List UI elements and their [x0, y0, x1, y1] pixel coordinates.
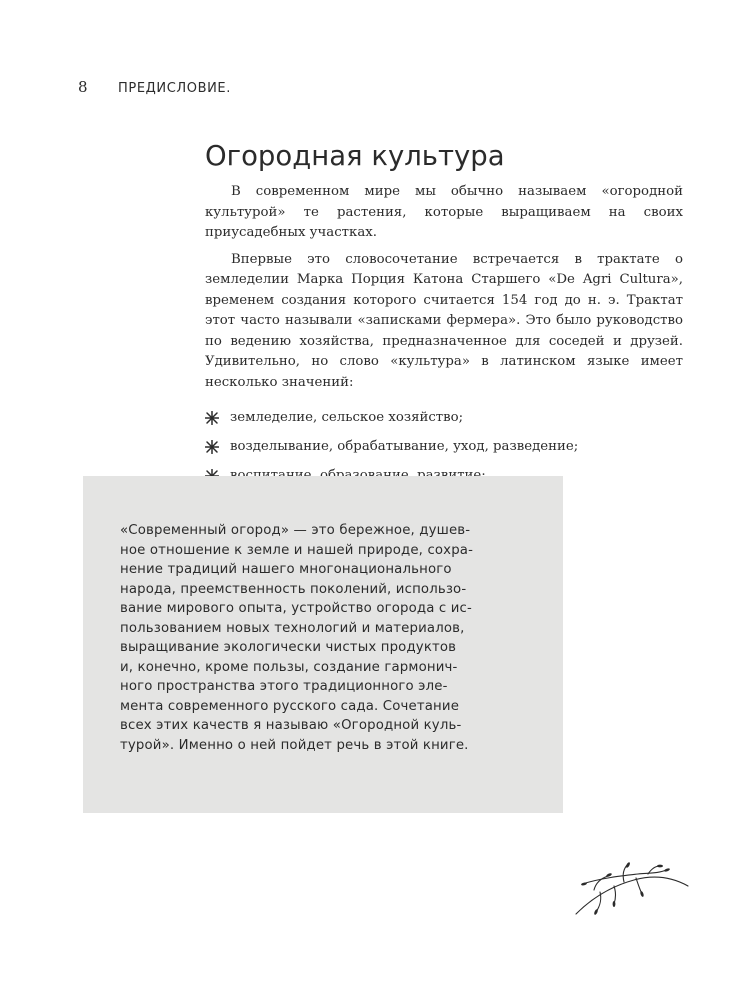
asterisk-star-icon	[205, 411, 219, 425]
quote-line: вание мирового опыта, устройство огорода с ис-	[120, 601, 472, 616]
list-item	[205, 403, 683, 432]
running-head	[78, 78, 231, 96]
history-paragraph: Впервые это словосочетание встречается в трактате о земледелии Марка Порция Катона Старшего «De Agri Cultura», временем создания которого считается 154 год до н. э. Трактат этот часто называли «записками фермера». Это было руководство по ведению хозяйства, предназначенное для соседей и друзей. Удивительно, но слово «культура» в латинском языке имеет несколько значений:	[205, 251, 683, 390]
quote-line: «Современный огород» — это бережное, душев-	[120, 523, 471, 538]
quote-line: и, конечно, кроме пользы, создание гармонич-	[120, 659, 458, 675]
list-item	[205, 432, 683, 461]
quote-line: нение традиций нашего многонационального	[120, 562, 452, 577]
quote-text	[120, 521, 512, 755]
intro-paragraph: В современном мире мы обычно называем «огородной культурой» те растения, которые выращиваем на своих приусадебных участках.	[205, 184, 683, 240]
quote-line: ного пространства этого традиционного эле-	[120, 679, 448, 694]
quote-line: мента современного русского сада. Сочетание	[120, 698, 460, 714]
quote-line: турой». Именно о ней пойдет речь в этой книге.	[120, 737, 469, 753]
chapter-title: Огородная культура	[205, 140, 505, 172]
quote-line: народа, преемственность поколений, использо-	[120, 581, 467, 597]
list-item-text: возделывание, обрабатывание, уход, разведение;	[230, 439, 579, 454]
quote-box	[83, 476, 563, 813]
quote-line: ное отношение к земле и нашей природе, сохра-	[120, 542, 474, 558]
botanical-branch-ornament	[572, 862, 692, 922]
quote-line: пользованием новых технологий и материалов,	[120, 620, 465, 636]
page-number: 8	[78, 78, 89, 96]
asterisk-star-icon	[205, 440, 219, 454]
quote-line: выращивание экологически чистых продуктов	[120, 640, 457, 655]
section-label: ПРЕДИСЛОВИЕ.	[118, 81, 231, 96]
list-item-text: земледелие, сельское хозяйство;	[230, 410, 464, 425]
chapter-section	[205, 140, 683, 519]
quote-line: всех этих качеств я называю «Огородной куль-	[120, 718, 462, 733]
